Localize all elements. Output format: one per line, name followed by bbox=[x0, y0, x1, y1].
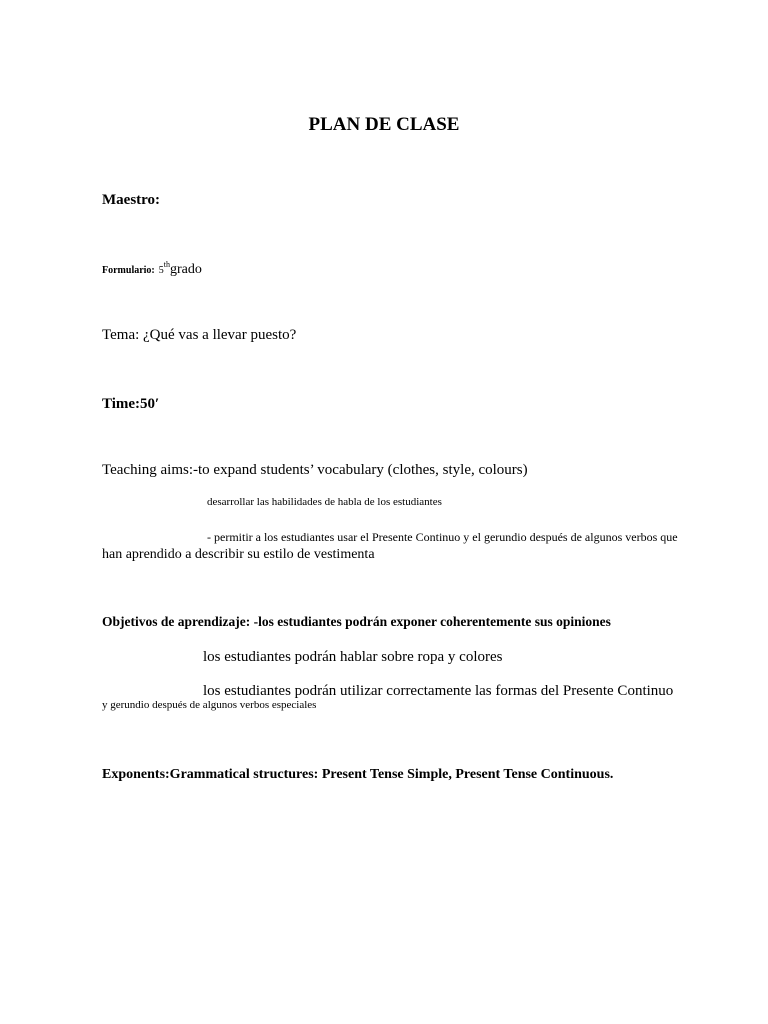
objetivos-line-4: y gerundio después de algunos verbos especiales bbox=[102, 699, 317, 711]
exponents-line: Exponents:Grammatical structures: Present Tense Simple, Present Tense Continuous. bbox=[102, 767, 614, 782]
tema-line: Tema: ¿Qué vas a llevar puesto? bbox=[102, 327, 297, 343]
formulario-line bbox=[102, 261, 202, 277]
formulario-grade: grado bbox=[170, 262, 202, 277]
objetivos-line-3: los estudiantes podrán utilizar correctamente las formas del Presente Continuo bbox=[203, 683, 674, 699]
teaching-aims-line-4: han aprendido a describir su estilo de vestimenta bbox=[102, 547, 375, 562]
formulario-ordinal: th bbox=[163, 260, 170, 269]
document-title: PLAN DE CLASE bbox=[308, 114, 460, 135]
time-line: Time:50′ bbox=[102, 396, 160, 412]
objetivos-line-1: Objetivos de aprendizaje: -los estudiantes podrán exponer coherentemente sus opiniones bbox=[102, 614, 611, 629]
maestro-label: Maestro: bbox=[102, 192, 161, 208]
formulario-number: 5 bbox=[158, 265, 164, 276]
objetivos-line-2: los estudiantes podrán hablar sobre ropa y colores bbox=[203, 649, 503, 665]
formulario-label: Formulario: bbox=[102, 265, 155, 276]
teaching-aims-line-1: Teaching aims:-to expand students’ vocabulary (clothes, style, colours) bbox=[102, 462, 528, 478]
teaching-aims-line-3: - permitir a los estudiantes usar el Presente Continuo y el gerundio después de algunos verbos que bbox=[207, 530, 678, 544]
teaching-aims-line-2: desarrollar las habilidades de habla de los estudiantes bbox=[207, 496, 442, 508]
